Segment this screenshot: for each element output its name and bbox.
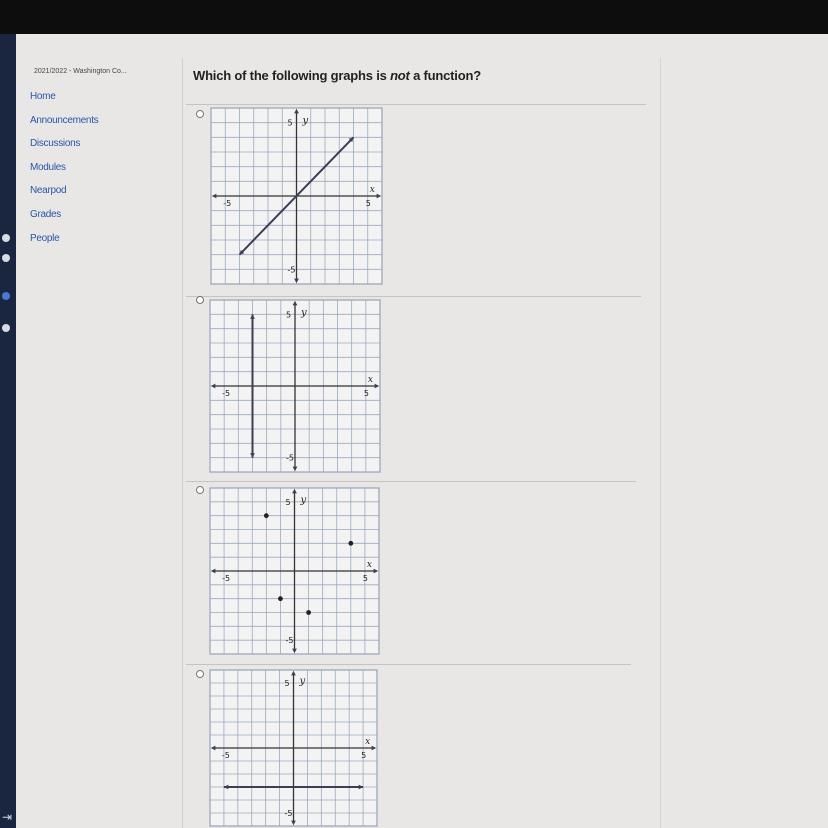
course-nav-grades[interactable]: Grades [30,208,61,220]
question-divider [186,104,646,105]
content-divider [660,58,661,828]
question-text: Which of the following graphs is not a function? [193,68,481,83]
answer-divider [186,481,636,482]
tick-label-y-neg5: -5 [285,636,294,646]
nav-dot-icon[interactable] [2,254,10,262]
course-nav-announcements[interactable]: Announcements [30,114,99,126]
option-c-graph [208,486,381,656]
course-nav [30,90,98,255]
axis-label-x: x [369,185,375,195]
answer-divider [186,296,641,297]
course-nav-home[interactable]: Home [30,91,56,102]
axis-label-y: y [300,494,307,506]
collapse-nav-icon[interactable]: ⇥ [2,810,13,824]
axis-label-y: y [299,676,306,687]
axis-label-x: x [365,737,371,747]
course-nav-nearpod[interactable]: Nearpod [30,185,67,197]
option-a-radio[interactable] [196,110,204,118]
data-point [264,513,269,518]
data-point [348,541,353,546]
global-nav [0,34,16,828]
axis-label-x: x [367,375,373,385]
data-point [278,596,283,601]
course-nav-discussions[interactable]: Discussions [30,138,81,150]
tick-label-x-neg5: -5 [223,199,232,208]
nav-dot-icon[interactable] [2,324,10,332]
tick-label-x-pos5: 5 [362,574,369,583]
tick-label-x-pos5: 5 [365,199,371,208]
tick-label-x-pos5: 5 [361,751,367,760]
axis-label-y: y [302,115,309,127]
answer-divider [186,664,631,665]
tick-label-y-pos5: 5 [286,310,292,320]
option-d-radio[interactable] [196,670,204,678]
question-emphasis: not [390,68,410,83]
option-c-radio[interactable] [196,486,204,494]
option-b-radio[interactable] [196,296,204,304]
course-title[interactable]: 2021/2022 - Washington Co... [34,68,127,75]
tick-label-y-pos5: 5 [285,497,291,507]
nav-dot-icon[interactable] [2,234,10,242]
tick-label-y-pos5: 5 [284,679,290,688]
tick-label-y-neg5: -5 [286,453,294,463]
tick-label-x-neg5: -5 [221,751,230,760]
course-nav-people[interactable]: People [30,232,60,244]
axis-label-y: y [301,307,307,319]
nav-active-icon[interactable] [2,292,10,300]
option-d-graph [208,668,379,828]
option-a-graph [209,106,384,286]
course-nav-modules[interactable]: Modules [30,161,66,173]
tick-label-y-neg5: -5 [287,265,296,275]
tick-label-x-pos5: 5 [363,389,369,398]
option-b-graph [208,298,382,474]
data-point [306,610,311,615]
top-bar [0,0,828,34]
tick-label-y-pos5: 5 [287,118,293,128]
sidebar-divider [182,58,183,828]
tick-label-x-neg5: -5 [222,389,231,398]
tick-label-x-neg5: -5 [222,574,231,583]
tick-label-y-neg5: -5 [284,809,293,818]
axis-label-x: x [366,560,372,570]
